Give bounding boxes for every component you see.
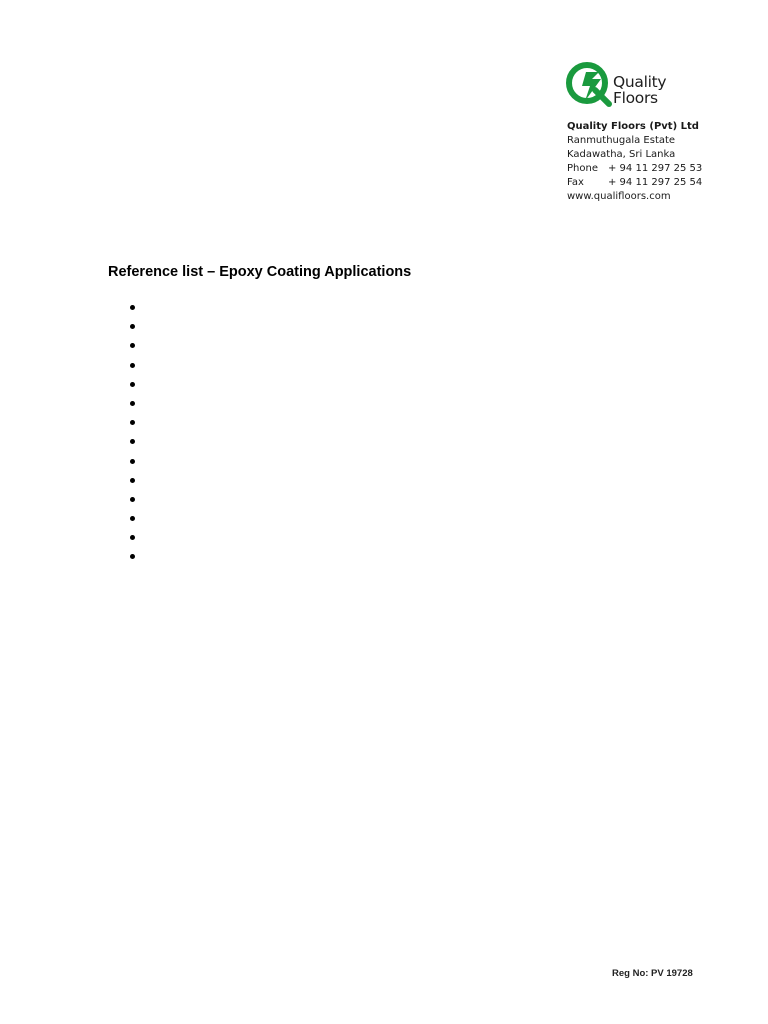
bullet-icon	[130, 554, 135, 559]
bullet-icon	[130, 535, 135, 540]
bullet-icon	[130, 401, 135, 406]
bullet-icon	[130, 305, 135, 310]
company-address-line-2: Kadawatha, Sri Lanka	[567, 149, 676, 160]
fax-number: + 94 11 297 25 54	[608, 177, 703, 188]
bullet-icon	[130, 382, 135, 387]
company-info	[567, 120, 702, 204]
document-heading: Reference list – Epoxy Coating Applications	[108, 264, 412, 280]
bullet-icon	[130, 363, 135, 368]
bullet-icon	[130, 478, 135, 483]
fax-label: Fax	[567, 177, 584, 188]
company-logo	[565, 60, 705, 108]
logo-text-floors: Floors	[613, 89, 658, 107]
bullet-icon	[130, 343, 135, 348]
bullet-icon	[130, 324, 135, 329]
company-address-line-1: Ranmuthugala Estate	[567, 135, 676, 146]
bullet-icon	[130, 459, 135, 464]
registration-number: Reg No: PV 19728	[612, 968, 693, 979]
logo-text-quality: Quality	[613, 73, 667, 91]
phone-label: Phone	[567, 163, 598, 174]
company-fax	[567, 176, 702, 190]
company-name: Quality Floors (Pvt) Ltd	[567, 121, 699, 132]
bullet-icon	[130, 497, 135, 502]
company-phone	[567, 162, 702, 176]
bullet-icon	[130, 439, 135, 444]
company-website: www.qualifloors.com	[567, 191, 671, 202]
bullet-icon	[130, 420, 135, 425]
quality-floors-logo-icon	[565, 60, 613, 108]
phone-number: + 94 11 297 25 53	[608, 163, 703, 174]
bullet-icon	[130, 516, 135, 521]
